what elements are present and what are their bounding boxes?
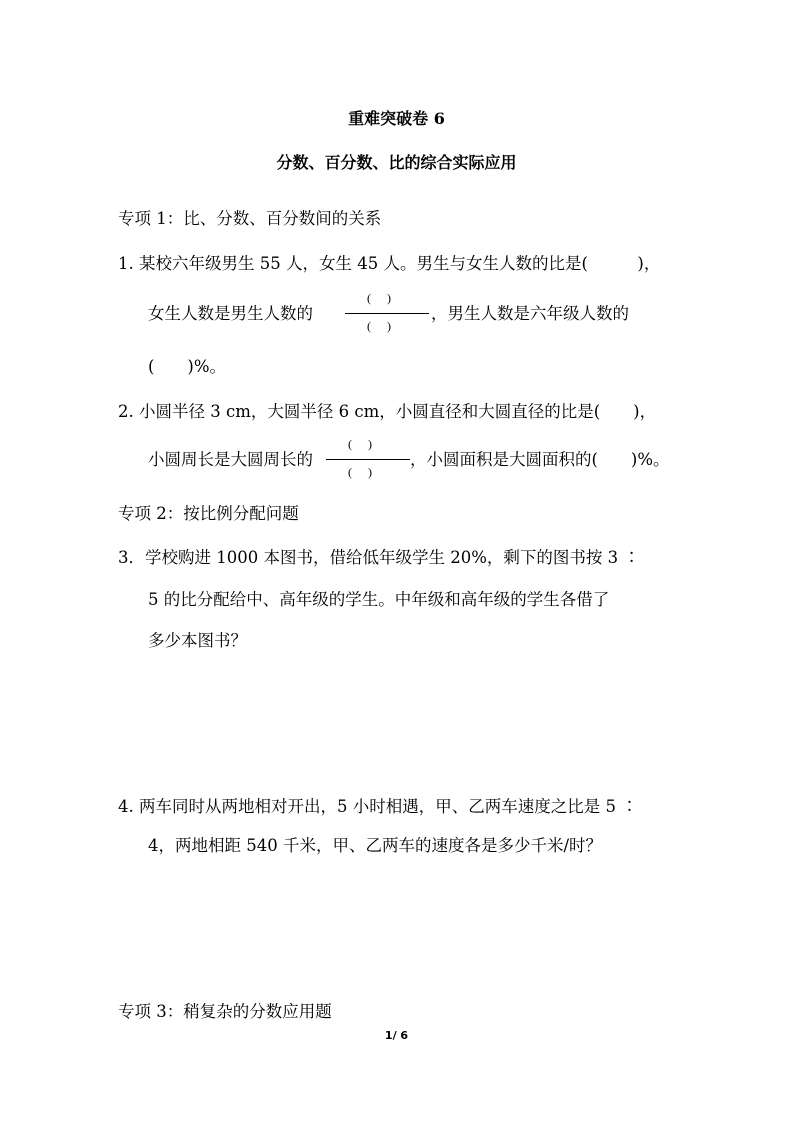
section-1-heading: 专项 1：比、分数、百分数间的关系: [118, 209, 382, 228]
q3-line2: 5 的比分配给中、高年级的学生。中年级和高年级的学生各借了: [148, 590, 610, 609]
q1-line1: 1. 某校六年级男生 55 人，女生 45 人。男生与女生人数的比是( )，: [118, 254, 661, 273]
section-3-heading: 专项 3：稍复杂的分数应用题: [118, 1002, 332, 1021]
page-subtitle: 分数、百分数、比的综合实际应用: [276, 153, 517, 172]
q4-line2: 4，两地相距 540 千米，甲、乙两车的速度各是多少千米/时？: [148, 836, 603, 855]
q1-fraction-blank[interactable]: [345, 291, 429, 337]
q2-line1: 2. 小圆半径 3 cm，大圆半径 6 cm，小圆直径和大圆直径的比是( )，: [118, 402, 657, 421]
fraction-numerator: (): [367, 291, 407, 305]
q2-line2-prefix: 小圆周长是大圆周长的: [148, 450, 313, 469]
q1-line3: ( )%。: [148, 357, 227, 376]
fraction-bar: [326, 459, 410, 460]
fraction-denominator: (): [367, 319, 407, 333]
q3-line3: 多少本图书？: [148, 631, 247, 650]
section-2-heading: 专项 2：按比例分配问题: [118, 504, 299, 523]
q4-line1: 4. 两车同时从两地相对开出，5 小时相遇，甲、乙两车速度之比是 5 ∶: [118, 797, 638, 816]
q1-line2-suffix: ，男生人数是六年级人数的: [431, 304, 629, 323]
fraction-bar: [345, 313, 429, 314]
page-title: 重难突破卷 6: [348, 109, 445, 128]
q2-line2-suffix: ，小圆面积是大圆面积的( )%。: [410, 450, 670, 469]
q1-line2-prefix: 女生人数是男生人数的: [148, 304, 313, 323]
q2-fraction-blank[interactable]: [326, 437, 410, 483]
fraction-numerator: (): [348, 437, 388, 451]
fraction-denominator: (): [348, 465, 388, 479]
q3-line1: 3．学校购进 1000 本图书，借给低年级学生 20%，剩下的图书按 3 ∶: [118, 548, 640, 567]
page-number: 1/ 6: [384, 1029, 409, 1042]
